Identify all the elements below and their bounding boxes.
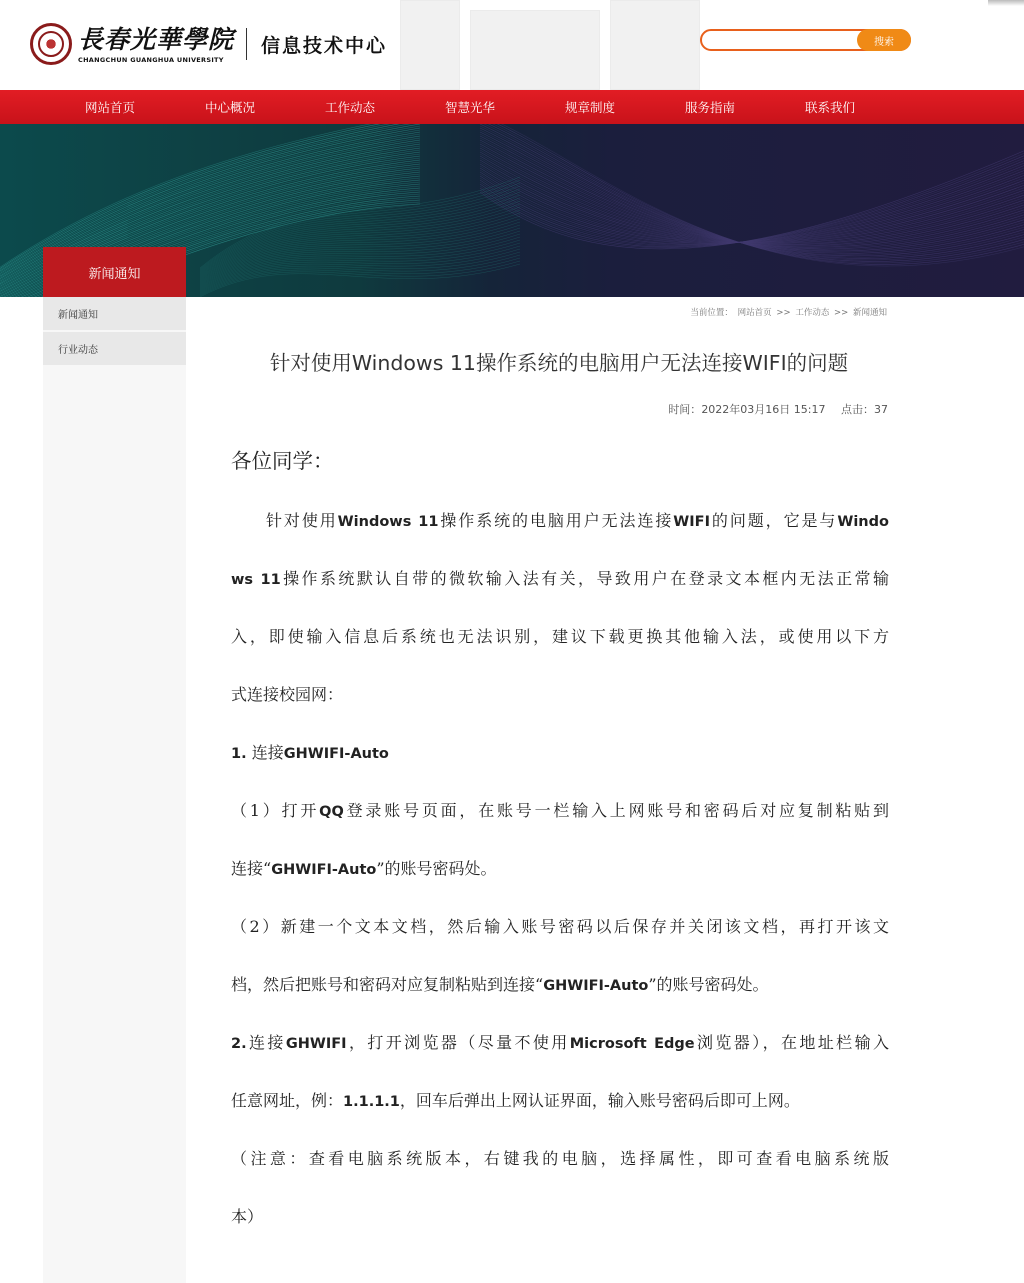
text-segment: 1. — [231, 746, 247, 762]
text-segment: Windows 11 — [337, 514, 439, 530]
nav-item-overview[interactable]: 中心概况 — [204, 100, 255, 115]
breadcrumb-home[interactable]: 网站首页 — [737, 308, 772, 318]
article-title: 针对使用Windows 11操作系统的电脑用户无法连接WIFI的问题 — [269, 351, 849, 375]
text-segment: ，回车后弹出上网认证界面，输入账号密码后即可上网。 — [399, 1091, 800, 1110]
publish-time: 2022年03月16日 15:17 — [701, 403, 826, 416]
text-segment: 针对使用 — [266, 511, 338, 530]
text-segment: GHWIFI-Auto — [283, 746, 389, 762]
paragraph-line: 入，即使输入信息后系统也无法识别，建议下载更换其他输入法，或使用以下方 — [231, 627, 889, 646]
click-count: 37 — [874, 403, 888, 416]
paragraph-line — [231, 1088, 889, 1111]
paragraph-line: （注意：查看电脑系统版本，右键我的电脑，选择属性，即可查看电脑系统版 — [231, 1149, 889, 1168]
logo-chinese-name: 長春光華學院 — [78, 24, 235, 54]
paragraph-line: 本） — [231, 1207, 264, 1226]
text-segment: 档，然后把账号和密码对应复制粘贴到连接“ — [231, 975, 544, 994]
university-seal-icon — [30, 23, 72, 65]
nav-item-regulations[interactable]: 规章制度 — [564, 100, 615, 115]
nav-item-smart-guanghua[interactable]: 智慧光华 — [444, 100, 495, 115]
text-segment: GHWIFI-Auto — [543, 978, 649, 994]
text-segment: 连接 — [246, 1033, 286, 1052]
main-nav — [0, 90, 1024, 124]
department-name: 信息技术中心 — [261, 34, 388, 57]
text-segment: 操作系统的电脑用户无法连接 — [438, 511, 674, 530]
sidebar-title: 新闻通知 — [43, 247, 186, 297]
sidebar-item-industry[interactable]: 行业动态 — [43, 332, 186, 365]
nav-item-service-guide[interactable]: 服务指南 — [684, 100, 735, 115]
text-segment: ”的账号密码处。 — [376, 859, 497, 878]
site-logo[interactable] — [30, 22, 387, 66]
text-segment: （1）打开 — [231, 801, 320, 820]
paragraph-line — [231, 1030, 889, 1053]
text-segment: 的问题，它是与 — [710, 511, 838, 530]
clicks-label: 点击： — [841, 403, 874, 416]
nav-item-contact[interactable]: 联系我们 — [804, 100, 855, 115]
section-heading — [231, 740, 889, 763]
text-segment: ”的账号密码处。 — [648, 975, 769, 994]
paragraph-line: （2）新建一个文本文档，然后输入账号密码以后保存并关闭该文档，再打开该文 — [231, 917, 889, 936]
text-segment: ，打开浏览器（尽量不使用 — [346, 1033, 570, 1052]
breadcrumb-work-news[interactable]: 工作动态 — [795, 308, 830, 318]
text-segment: GHWIFI-Auto — [271, 862, 377, 878]
logo-english-name: CHANGCHUN GUANGHUA UNIVERSITY — [78, 55, 224, 64]
text-segment: QQ — [319, 804, 344, 820]
text-segment: GHWIFI — [285, 1036, 347, 1052]
text-segment: 登录账号页面，在账号一栏输入上网账号和密码后对应复制粘贴到 — [343, 801, 889, 820]
breadcrumb-current[interactable]: 新闻通知 — [852, 308, 887, 318]
logo-divider — [246, 28, 247, 60]
sidebar-item-news[interactable]: 新闻通知 — [43, 297, 186, 330]
text-segment: 2. — [231, 1036, 247, 1052]
breadcrumb-sep: >> — [776, 308, 791, 318]
paragraph-line — [231, 508, 889, 531]
text-segment: Microsoft Edge — [569, 1036, 695, 1052]
time-label: 时间： — [668, 403, 702, 416]
paragraph-line — [231, 856, 889, 879]
article-meta — [560, 401, 888, 417]
search-input[interactable] — [710, 33, 850, 47]
text-segment: 1.1.1.1 — [343, 1094, 400, 1110]
breadcrumb-sep: >> — [834, 308, 849, 318]
text-segment: 浏览器），在地址栏输入 — [694, 1033, 889, 1052]
breadcrumb — [600, 306, 888, 318]
paragraph-line — [231, 972, 889, 995]
paragraph-line: 式连接校园网： — [231, 685, 344, 704]
text-segment: 连接 — [246, 743, 284, 762]
text-segment: 操作系统默认自带的微软输入法有关，导致用户在登录文本框内无法正常输 — [280, 569, 889, 588]
nav-item-home[interactable]: 网站首页 — [84, 100, 135, 115]
site-header — [0, 0, 1024, 90]
paragraph-line — [231, 566, 889, 589]
search-button[interactable]: 搜索 — [857, 29, 911, 51]
text-segment: 任意网址，例： — [231, 1091, 344, 1110]
text-segment: Windo — [837, 514, 889, 530]
text-segment: ws 11 — [231, 572, 281, 588]
header-building-decoration — [380, 0, 720, 90]
paragraph-line — [231, 798, 889, 821]
window-edge-shadow — [988, 0, 1024, 6]
sidebar — [43, 247, 186, 1283]
nav-item-work-news[interactable]: 工作动态 — [324, 100, 375, 115]
breadcrumb-prefix: 当前位置： — [690, 308, 733, 318]
search-box — [700, 29, 911, 51]
text-segment: 连接“ — [231, 859, 272, 878]
greeting: 各位同学： — [231, 449, 334, 473]
text-segment: WIFI — [673, 514, 710, 530]
